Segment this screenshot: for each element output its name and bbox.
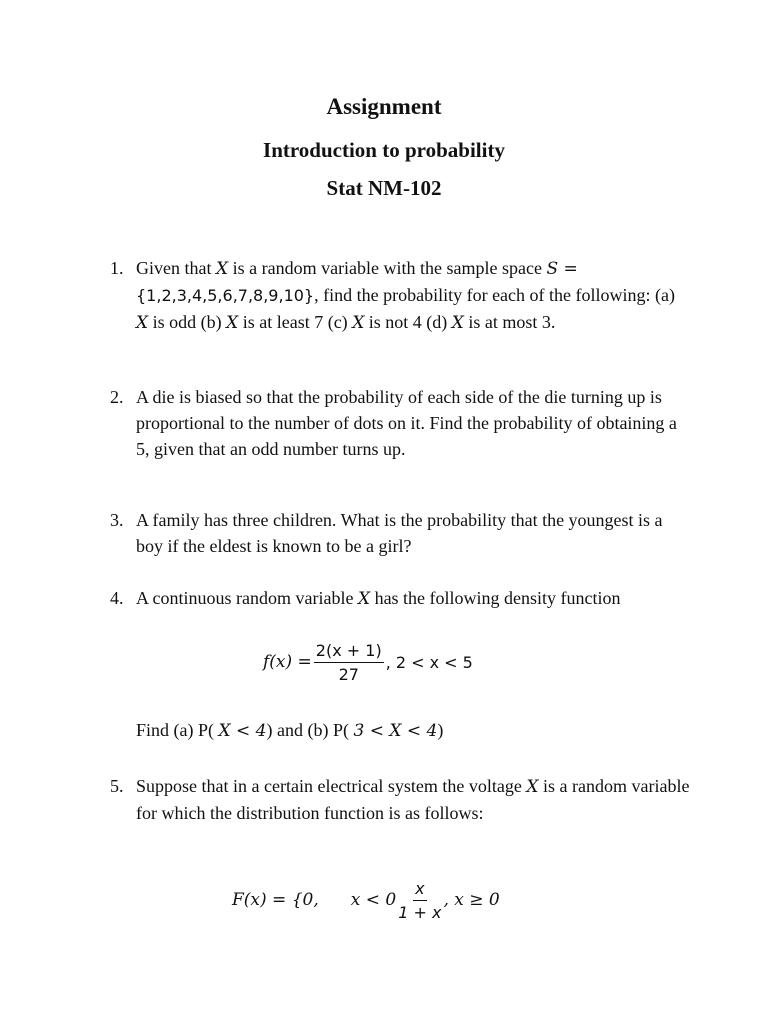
text-segment: is at most 3. [463, 312, 556, 332]
page-title: Assignment [326, 94, 442, 119]
question-text: A family has three children. What is the probability that the youngest is a boy if the eldest is known to be a girl? [136, 510, 663, 556]
question-number: 1. [110, 258, 124, 278]
text-segment: Suppose that in a certain electrical system the voltage [136, 776, 527, 796]
question-text [136, 585, 690, 612]
question-2 [110, 384, 690, 462]
math-variable: X [526, 777, 539, 797]
question-number: 5. [110, 776, 124, 796]
sample-space-set: {1,2,3,4,5,6,7,8,9,10} [136, 286, 315, 305]
question-number: 3. [110, 510, 124, 530]
density-function-formula [263, 634, 473, 690]
piece-condition: , x ≥ 0 [443, 890, 500, 910]
function-lhs: f(x) = [263, 652, 312, 672]
text-segment: is a random variable with the sample space [228, 258, 547, 278]
fraction-denominator: 27 [338, 664, 359, 684]
text-segment: Find (a) P( [136, 720, 219, 740]
question-4-find [136, 720, 443, 741]
text-segment: ) [437, 720, 444, 740]
math-expression: X < 4 [218, 721, 267, 741]
text-segment: Given that [136, 258, 216, 278]
math-variable: X [136, 313, 149, 333]
math-variable: X [352, 313, 365, 333]
math-expression: 3 < X < 4 [353, 721, 438, 741]
text-segment: is a random variable for which the distribution function is as follows: [136, 776, 690, 823]
math-variable: X [357, 589, 371, 609]
text-segment: has the following density function [370, 588, 621, 608]
text-segment: ) and (b) P( [266, 720, 354, 740]
question-5 [110, 773, 690, 826]
question-number: 4. [110, 588, 124, 608]
question-text: A die is biased so that the probability of each side of the die turning up is proportional to the number of dots on it. Find the probability of obtaining a 5, given that an odd number turns up. [136, 387, 677, 459]
text-segment: is not 4 (d) [364, 312, 452, 332]
question-text [136, 255, 690, 336]
function-lhs: F(x) = {0, [232, 890, 319, 910]
math-variable: X [226, 313, 239, 333]
fraction-denominator: 1 + x [398, 902, 442, 922]
domain-condition: , 2 < x < 5 [385, 652, 473, 672]
question-4 [110, 585, 690, 612]
question-number: 2. [110, 387, 124, 407]
distribution-function-formula [232, 872, 500, 928]
text-segment: , find the probability for each of the following: (a) [314, 285, 675, 305]
page-subtitle: Introduction to probability [263, 138, 505, 162]
text-segment: is odd (b) [148, 312, 227, 332]
piece-condition: x < 0 [350, 890, 397, 910]
math-expression: S = [546, 259, 578, 279]
question-3 [110, 507, 690, 559]
fraction [398, 879, 441, 922]
fraction [314, 641, 384, 684]
text-segment: is at least 7 (c) [238, 312, 353, 332]
math-variable: X [215, 259, 229, 279]
fraction-numerator: 2(x + 1) [314, 641, 384, 663]
question-text [136, 773, 690, 826]
fraction-numerator: x [413, 879, 426, 901]
math-variable: X [451, 313, 464, 333]
question-1 [110, 255, 690, 336]
course-code: Stat NM-102 [326, 176, 442, 200]
text-segment: A continuous random variable [136, 588, 358, 608]
